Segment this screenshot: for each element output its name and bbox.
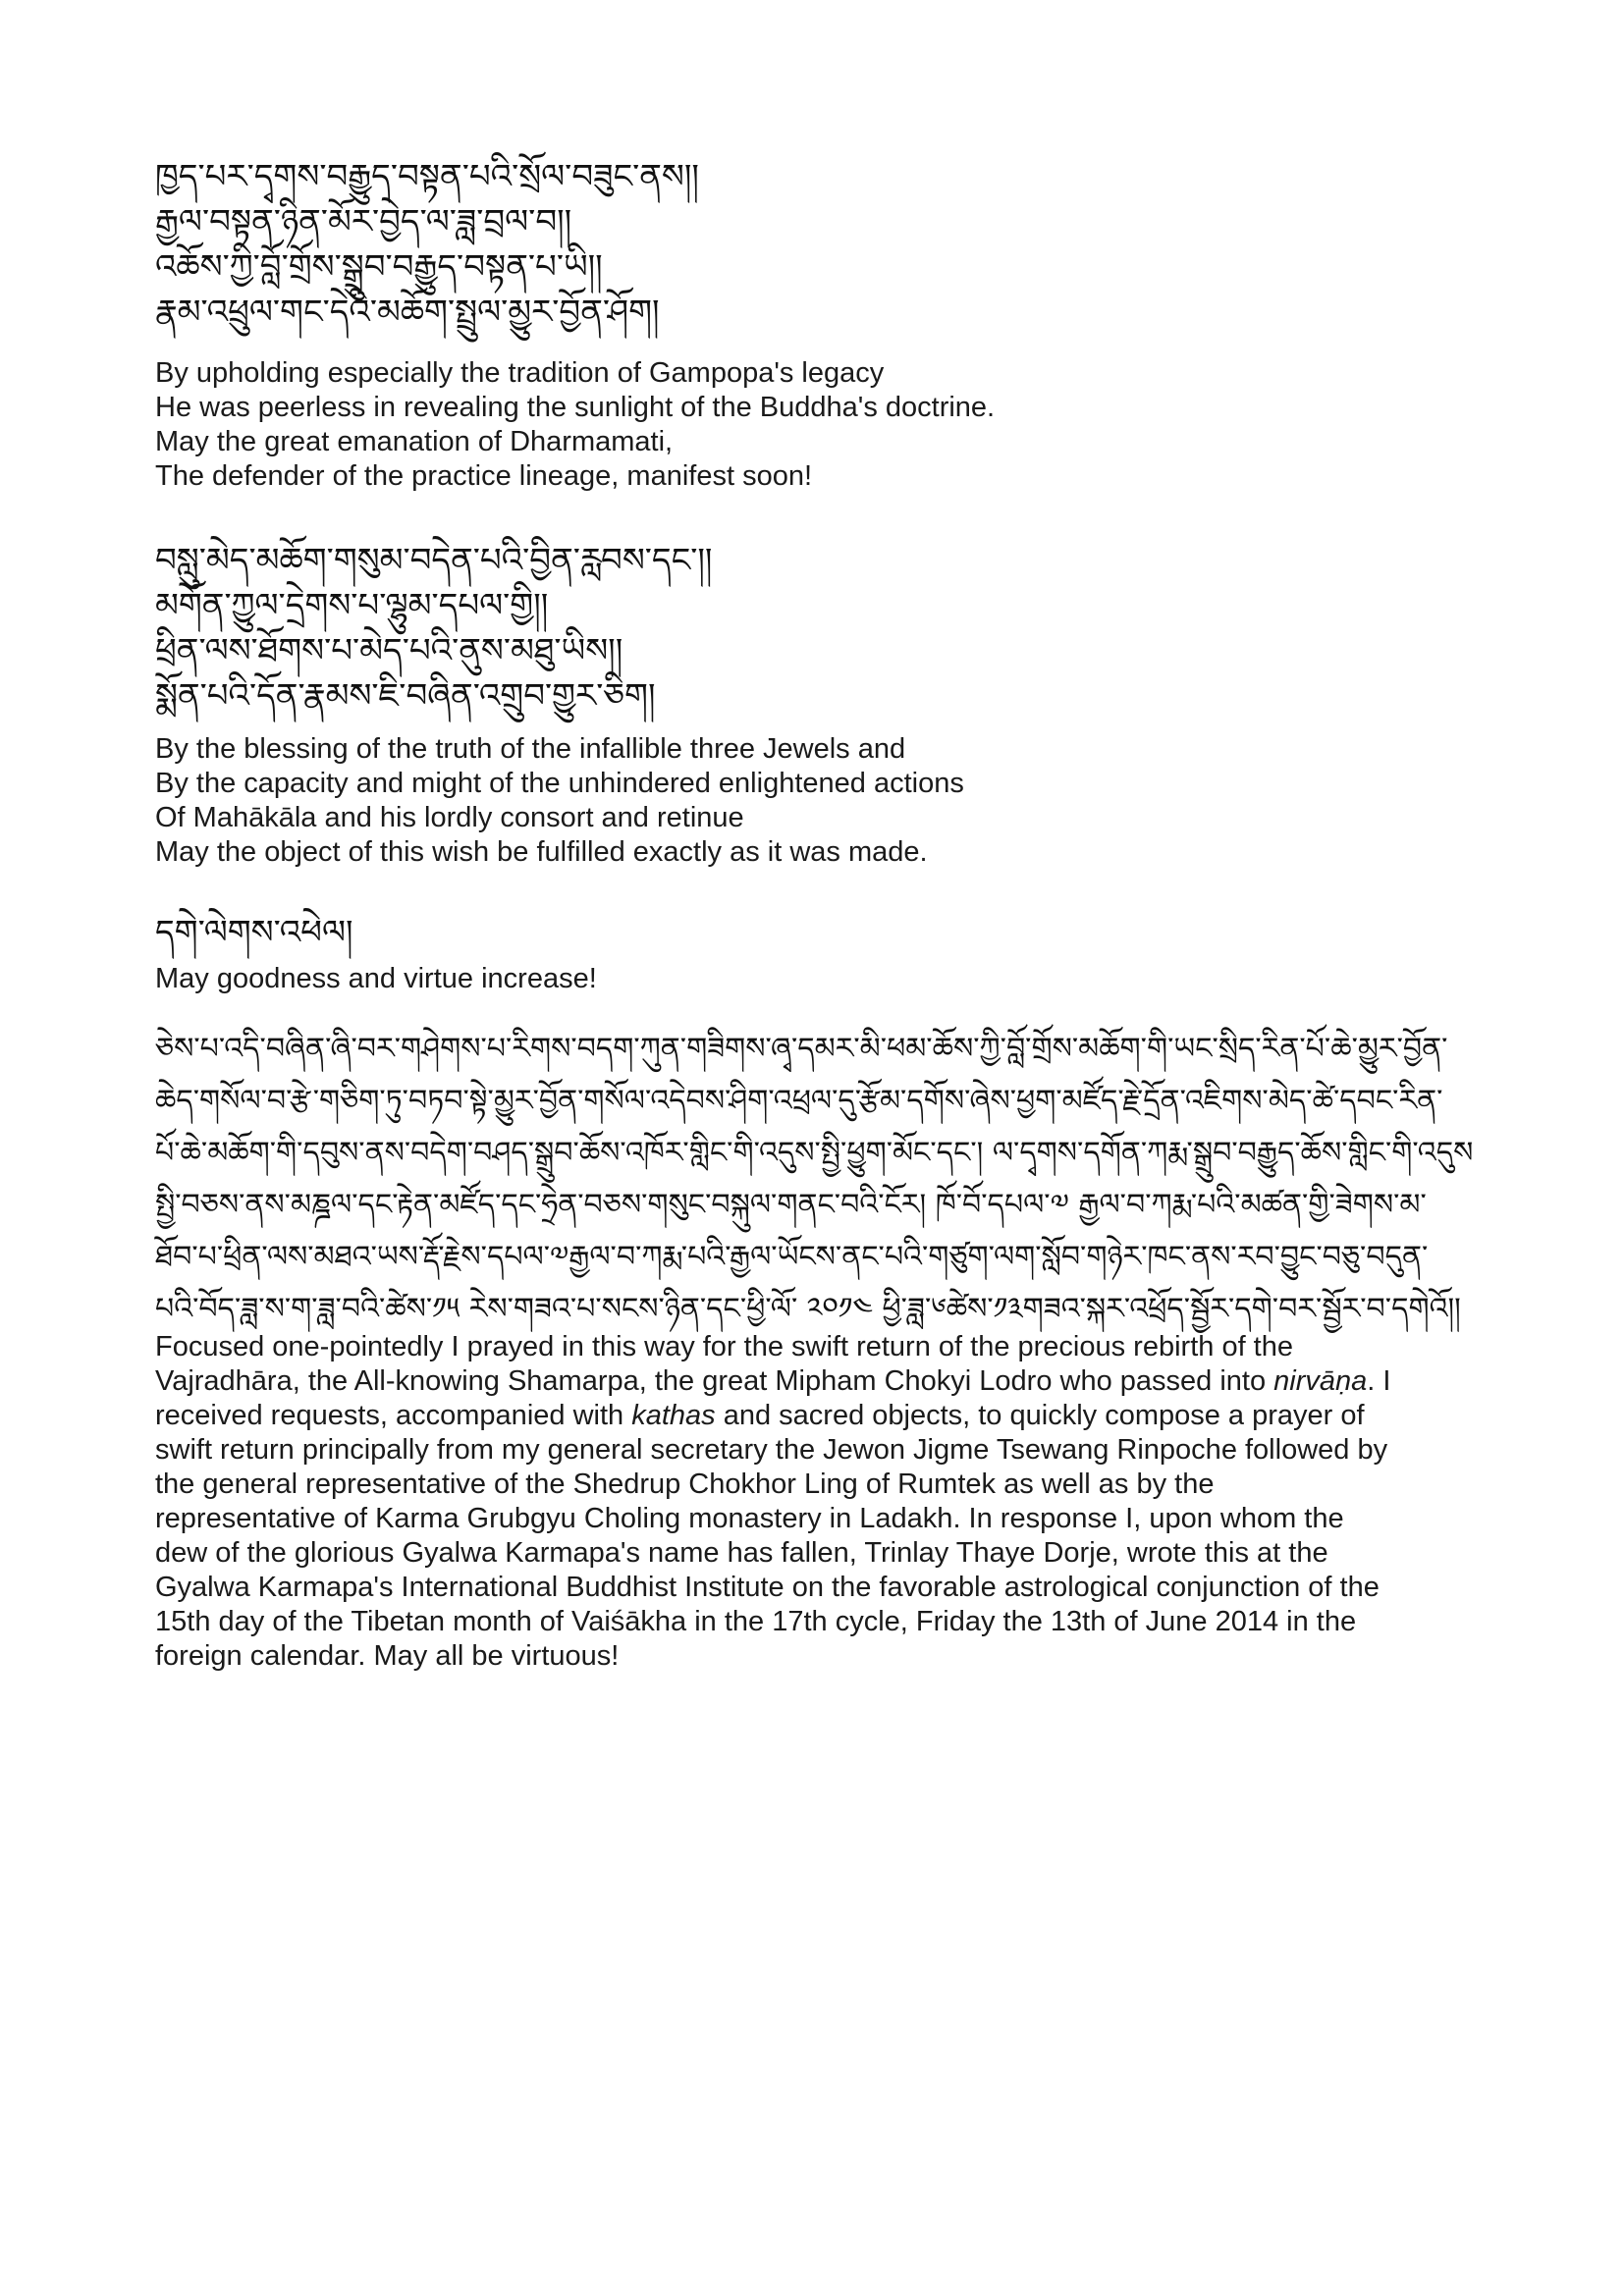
- tibetan-line: པོ་ཆེ་མཆོག་གི་དབུས་ནས་བདེག་བཤད་སྒྲུབ་ཆོས་འཁོར་གླིང་གི་འདུས་སྤྱི་ཕྱུག་མོང་དང་། ལ་དྭགས་དགོན་ཀརྨ་སྒྲུབ་བརྒྱུད་ཆོས་གླིང་གི་འདུས: [155, 1136, 1474, 1170]
- stanza1-english: [155, 356, 1530, 494]
- tibetan-line: པའི་བོད་ཟླ་ས་ག་ཟླ་བའི་ཚེས་༡༥ རེས་གཟའ་པ་སངས་ཉིན་དང་ཕྱི་ལོ་ ༢༠༡༤ ཕྱི་ཟླ་༦ཚེས་༡༣གཟའ་སྐར་འཕྲོད་སྦྱོར་དགེ་བར་སྦྱོར་བ་དགེའོ།།: [155, 1292, 1461, 1326]
- verse-line: By upholding especially the tradition of Gampopa's legacy: [155, 357, 885, 389]
- tibetan-line: བསླུ་མེད་མཆོག་གསུམ་བདེན་པའི་བྱིན་རླབས་དང་།།: [155, 541, 713, 580]
- colophon-text: Focused one-pointedly I prayed in this way for the swift return of the precious rebirth of the Vajradhāra, the All-knowing Shamarpa, the great Mipham Chokyi Lodro who passed into: [155, 1331, 1293, 1397]
- stanza2-english: [155, 732, 1530, 870]
- tibetan-line: རྒྱལ་བསྟན་ཉིན་མོར་བྱེད་ལ་ཟླ་བྲལ་བ།།: [155, 202, 572, 241]
- colophon-tibetan: [155, 1023, 1530, 1335]
- colophon-italic-term: kathas: [631, 1400, 716, 1431]
- colophon-english: [155, 1330, 1397, 1674]
- tibetan-line: ཅེས་པ་འདི་བཞིན་ཞི་བར་གཤེགས་པ་རིགས་བདག་ཀུན་གཟིགས་ཞྭ་དམར་མི་ཕམ་ཆོས་ཀྱི་བློ་གྲོས་མཆོག་གི་ཡང་སྲིད་རིན་པོ་ཆེ་མྱུར་བྱོན་: [155, 1032, 1448, 1066]
- verse-line: May the great emanation of Dharmamati,: [155, 426, 674, 457]
- colophon-text: and sacred objects, to quickly compose a prayer of swift return principally from my general secretary the Jewon Jigme Tsewang Rinpoche followed by the general representative of the Shedrup Chokhor Ling of Rumtek as well as by the representative of Karma Grubgyu Choling monastery in Ladakh. In response I, upon whom the dew of the glorious Gyalwa Karmapa's name has fallen, Trinlay Thaye Dorje, wrote this at the Gyalwa Karmapa's International Buddhist Institute on the favorable astrological conjunction of the 15th day of the Tibetan month of Vaiśākha in the 17th cycle, Friday the 13th of June 2014 in the foreign calendar. May all be virtuous!: [155, 1400, 1388, 1672]
- tibetan-line: ཁྱད་པར་དྭགས་བརྒྱུད་བསྟན་པའི་སྲོལ་བཟུང་ནས།།: [155, 157, 699, 196]
- tibetan-line: སྤྱི་བཅས་ནས་མཎྜལ་དང་རྟེན་མཛོད་དང་ཧྲེན་བཅས་གསུང་བསྐུལ་གནང་བའི་ངོར། ཁོ་བོ་དཔལ་༧ རྒྱལ་བ་ཀརྨ་པའི་མཚན་གྱི་ཟེགས་མ་: [155, 1188, 1427, 1222]
- tibetan-line: མགོན་ཀྱུལ་དྲེགས་པ་ལྷུམ་དཔལ་གྱི།།: [155, 586, 549, 625]
- colophon-text: . I received requests, accompanied with: [155, 1365, 1391, 1431]
- verse-line: The defender of the practice lineage, manifest soon!: [155, 460, 813, 492]
- closing-english: [155, 962, 1530, 996]
- verse-line: Of Mahākāla and his lordly consort and retinue: [155, 802, 744, 833]
- tibetan-line: ཆེད་གསོལ་བ་རྩེ་གཅིག་ཏུ་བཏབ་སྟེ་མྱུར་བྱོན་གསོལ་འདེབས་ཤིག་འཕྲལ་དུ་རྩོམ་དགོས་ཞེས་ཕྱག་མཛོད་རྗེ་དྲོན་འཇིགས་མེད་ཚེ་དབང་རིན་: [155, 1084, 1443, 1118]
- closing-tibetan: [155, 910, 1530, 955]
- colophon-italic-term: nirvāṇa: [1273, 1365, 1368, 1397]
- verse-line: May the object of this wish be fulfilled exactly as it was made.: [155, 836, 928, 868]
- tibetan-line: འཆོས་ཀྱི་བློ་གྲོས་སྒྲུབ་བརྒྱུད་བསྟན་པ་ཡི།།: [155, 247, 603, 287]
- verse-line: By the capacity and might of the unhindered enlightened actions: [155, 768, 964, 799]
- stanza1-tibetan: [155, 154, 1530, 335]
- tibetan-line: སྨོན་པའི་དོན་རྣམས་ཇི་བཞིན་འགྲུབ་གྱུར་ཅིག།: [155, 676, 656, 716]
- verse-line: He was peerless in revealing the sunlight of the Buddha's doctrine.: [155, 392, 996, 423]
- stanza2-tibetan: [155, 538, 1530, 719]
- verse-line: By the blessing of the truth of the infallible three Jewels and: [155, 733, 906, 765]
- tibetan-line: ཐོབ་པ་ཕྲིན་ལས་མཐའ་ཡས་རྡོ་རྗེས་དཔལ་༧རྒྱལ་བ་ཀརྨ་པའི་རྒྱལ་ཡོངས་ནང་པའི་གཙུག་ལག་སློབ་གཉེར་ཁང་ནས་རབ་བྱུང་བཅུ་བདུན་: [155, 1240, 1429, 1274]
- verse-line: May goodness and virtue increase!: [155, 963, 597, 994]
- tibetan-line: རྣམ་འཕྲུལ་གང་དེའི་མཆོག་སྤྲུལ་མྱུར་བྱོན་ཤོག།: [155, 293, 660, 332]
- tibetan-line: དགེ་ལེགས་འཕེལ།: [155, 913, 353, 952]
- tibetan-line: ཕྲིན་ལས་ཐོགས་པ་མེད་པའི་ནུས་མཐུ་ཡིས།།: [155, 631, 623, 670]
